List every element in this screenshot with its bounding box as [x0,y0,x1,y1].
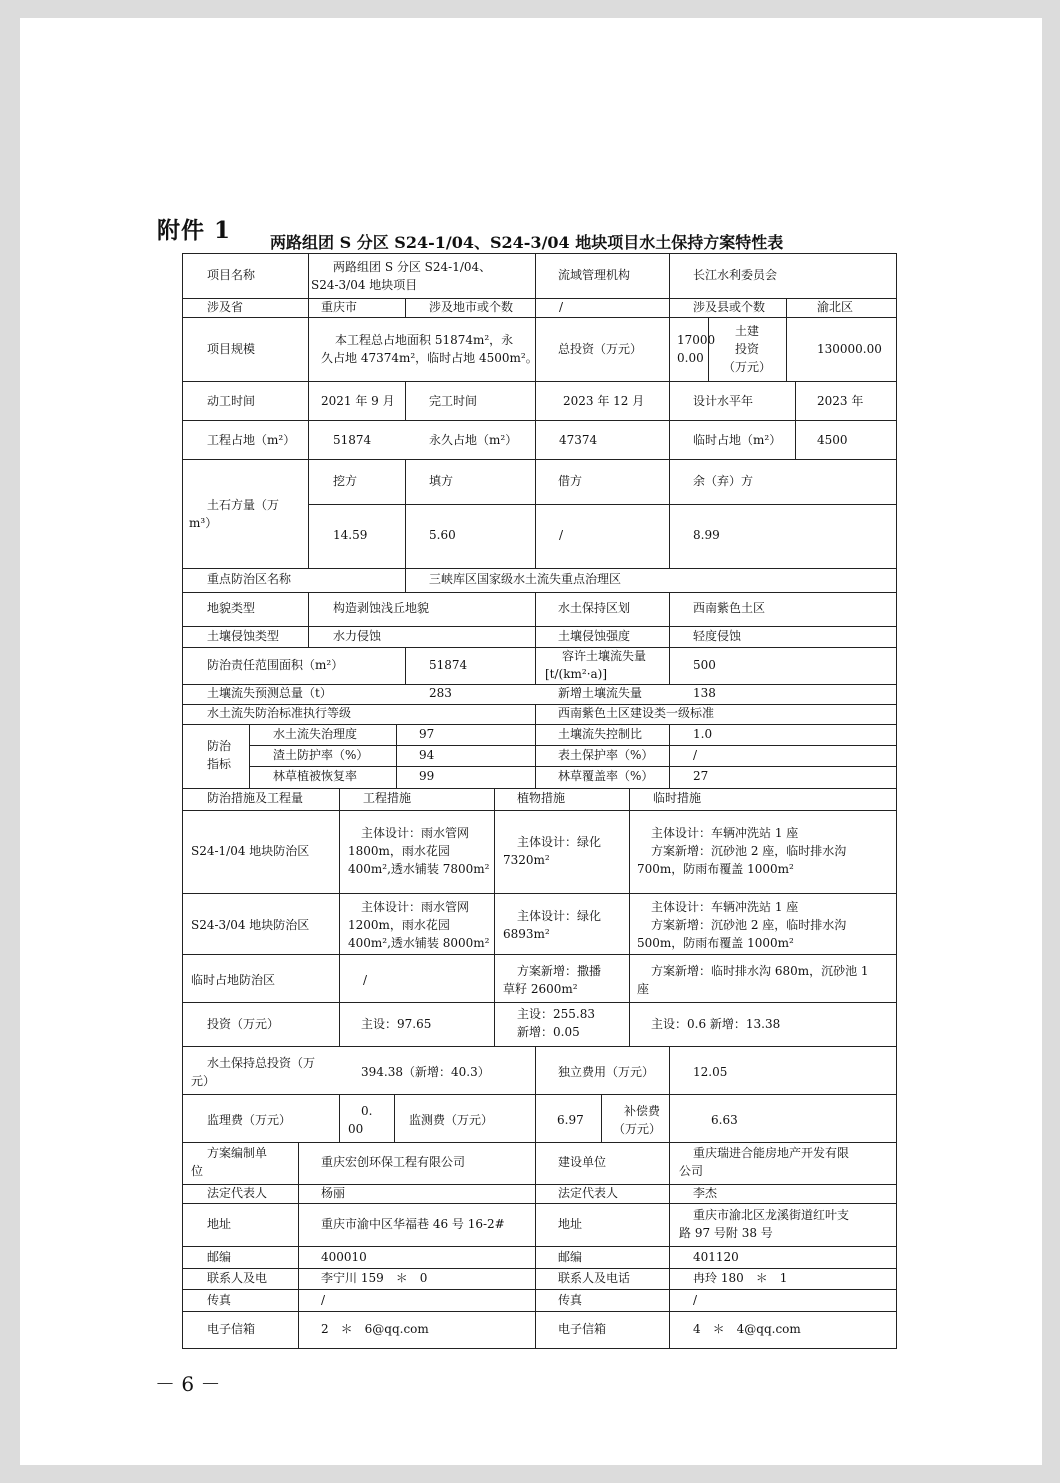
civil-invest-label-1: 土建 [735,324,760,338]
new-loss-value: 138 [693,686,716,700]
start-label: 动工时间 [207,394,256,408]
measures-invest-label: 投资（万元） [207,1017,280,1031]
email-label: 电子信箱 [558,1322,607,1336]
compensation-value: 6.63 [711,1113,738,1127]
legal-rep-label: 法定代表人 [207,1186,268,1200]
fax-right: / [693,1293,698,1307]
address-right-line2: 路 97 号附 38 号 [679,1226,773,1240]
pred-loss-value: 283 [429,686,452,700]
city-value: / [559,300,564,314]
county-value: 渝北区 [817,300,854,314]
indicator-left-label: 水土流失治理度 [273,727,358,741]
agency-value: 长江水利委员会 [693,268,778,282]
zone2-plant-line2: 6893m² [503,927,550,941]
earthwork-label-line2: m³） [189,516,218,530]
measures-header-label: 防治措施及工程量 [207,791,304,805]
scale-label: 项目规模 [207,342,256,356]
spoil-label: 余（弃）方 [693,474,754,488]
project-name-label: 项目名称 [207,268,256,282]
indicator-left-value: 99 [419,769,435,783]
cut-value: 14.59 [333,528,368,542]
erosion-intensity-label: 土壤侵蚀强度 [558,629,631,643]
invest-temporary: 主设：0.6 新增：13.38 [651,1017,781,1031]
fax-label: 传真 [558,1293,583,1307]
total-invest-line2: 0.00 [677,351,704,365]
resp-area-label: 防治责任范围面积（m²） [207,658,344,672]
indicator-right-label: 林草覆盖率（%） [558,769,654,783]
compiler-label-1: 方案编制单 [207,1146,268,1160]
project-name-line2: S24-3/04 地块项目 [311,278,418,292]
total-soil-invest: 394.38（新增：40.3） [361,1065,490,1079]
new-loss-label: 新增土壤流失量 [558,686,643,700]
indicator-right-value: 27 [693,769,709,783]
zone1-eng-line3: 400m²,透水铺装 7800m² [348,862,490,876]
fill-value: 5.60 [429,528,456,542]
plant-measures-label: 植物措施 [517,791,566,805]
province-label: 涉及省 [207,300,244,314]
indicators-label-1: 防治 [207,739,232,753]
design-year-value: 2023 年 [817,394,864,408]
design-year-label: 设计水平年 [693,394,754,408]
zone3-name: 临时占地防治区 [191,973,276,987]
total-invest-line1: 17000 [677,333,716,347]
zone1-temp-line3: 700m，防雨布覆盖 1000m² [637,862,794,876]
zone2-eng-line2: 1200m，雨水花园 [348,918,450,932]
standard-label: 水土流失防治标准执行等级 [207,706,352,720]
area-label: 工程占地（m²） [207,433,296,447]
indicator-right-label: 表土保护率（%） [558,748,654,762]
total-invest-label-2: 元） [191,1074,216,1088]
borrow-label: 借方 [558,474,583,488]
perm-area-label: 永久占地（m²） [429,433,518,447]
document-title: 两路组团 S 分区 S24-1/04、S24-3/04 地块项目水土保持方案特性表 [270,233,784,252]
allow-loss-label-1: 容许土壤流失量 [562,649,647,663]
zone1-temp-line2: 方案新增：沉砂池 2 座，临时排水沟 [651,844,847,858]
compensation-label-2: （万元） [613,1122,662,1136]
legal-rep-left: 杨丽 [321,1186,346,1200]
invest-plant-line1: 主设：255.83 [517,1007,595,1021]
key-zone-label: 重点防治区名称 [207,572,292,586]
supervision-label: 监理费（万元） [207,1113,292,1127]
zone2-temp-line1: 主体设计：车辆冲洗站 1 座 [651,900,799,914]
start-value: 2021 年 9 月 [321,394,395,408]
erosion-type-value: 水力侵蚀 [333,629,382,643]
allow-loss-label-2: [t/(km²·a)] [545,667,608,681]
indicators-label-2: 指标 [207,757,232,771]
borrow-value: / [559,528,564,542]
supervision-line2: 00 [348,1122,364,1136]
earthwork-label-line1: 土石方量（万 [207,498,280,512]
civil-invest-label-3: （万元） [723,360,772,374]
legal-rep-right: 李杰 [693,1186,718,1200]
indicator-right-value: / [693,748,698,762]
agency-label: 流域管理机构 [558,268,631,282]
indicator-right-value: 1.0 [693,727,713,741]
zip-right: 401120 [693,1250,739,1264]
temp-area-label: 临时占地（m²） [693,433,782,447]
independent-cost-value: 12.05 [693,1065,728,1079]
email-right: 4 ＊ 4@qq.com [693,1322,801,1336]
indicator-left-label: 渣土防护率（%） [273,748,369,762]
zone2-name: S24-3/04 地块防治区 [191,918,310,932]
email-left: 2 ＊ 6@qq.com [321,1322,429,1336]
civil-invest-value: 130000.00 [817,342,882,356]
allow-loss-value: 500 [693,658,716,672]
email-label: 电子信箱 [207,1322,256,1336]
temp-area-value: 4500 [817,433,848,447]
zip-left: 400010 [321,1250,367,1264]
perm-area-value: 47374 [559,433,598,447]
zone3-temp-line2: 座 [637,982,650,996]
supervision-line1: 0. [361,1104,373,1118]
finish-label: 完工时间 [429,394,478,408]
standard-value: 西南紫色土区建设类一级标准 [558,706,715,720]
finish-value: 2023 年 12 月 [563,394,645,408]
division-label: 水土保持区划 [558,601,631,615]
compensation-label-1: 补偿费 [624,1104,661,1118]
invest-engineering: 主设：97.65 [361,1017,432,1031]
zip-label: 邮编 [558,1250,583,1264]
province-value: 重庆市 [321,300,358,314]
indicator-left-value: 97 [419,727,435,741]
total-invest-label-1: 水土保持总投资（万 [207,1056,316,1070]
page-number: － 6 － [155,1372,221,1396]
address-label: 地址 [558,1217,583,1231]
zone3-plant-line1: 方案新增：撒播 [517,964,602,978]
erosion-type-label: 土壤侵蚀类型 [207,629,280,643]
contact-right-label: 联系人及电话 [558,1271,631,1285]
zone1-name: S24-1/04 地块防治区 [191,844,310,858]
indicator-left-value: 94 [419,748,435,762]
fax-label: 传真 [207,1293,232,1307]
zone3-eng: / [363,973,368,987]
zone1-eng-line2: 1800m，雨水花园 [348,844,450,858]
legal-rep-label: 法定代表人 [558,1186,619,1200]
zone1-plant-line2: 7320m² [503,853,550,867]
zone3-plant-line2: 草籽 2600m² [503,982,578,996]
zone1-plant-line1: 主体设计：绿化 [517,835,602,849]
landform-value: 构造剥蚀浅丘地貌 [333,601,430,615]
indicator-right-label: 土壤流失控制比 [558,727,643,741]
scale-line1: 本工程总占地面积 51874m²，永 [335,333,514,347]
contact-left-label: 联系人及电 [207,1271,268,1285]
project-name-line1: 两路组团 S 分区 S24-1/04、 [333,260,492,274]
total-invest-label: 总投资（万元） [558,342,643,356]
builder-line1: 重庆瑞进合能房地产开发有限 [693,1146,850,1160]
independent-cost-label: 独立费用（万元） [558,1065,655,1079]
zone2-plant-line1: 主体设计：绿化 [517,909,602,923]
division-value: 西南紫色土区 [693,601,766,615]
compiler-label-2: 位 [191,1164,204,1178]
invest-plant-line2: 新增：0.05 [517,1025,580,1039]
area-value: 51874 [333,433,372,447]
builder-label: 建设单位 [558,1155,607,1169]
characteristics-table [182,253,897,1349]
cut-label: 挖方 [333,474,358,488]
zone1-temp-line1: 主体设计：车辆冲洗站 1 座 [651,826,799,840]
engineering-measures-label: 工程措施 [363,791,412,805]
fax-left: / [321,1293,326,1307]
zone2-temp-line2: 方案新增：沉砂池 2 座，临时排水沟 [651,918,847,932]
contact-right: 冉玲 180 ＊ 1 [693,1271,788,1285]
civil-invest-label-2: 投资 [735,342,760,356]
scale-line2: 久占地 47374m²，临时占地 4500m²。 [321,351,538,365]
compiler-value: 重庆宏创环保工程有限公司 [321,1155,466,1169]
monitoring-value: 6.97 [557,1113,584,1127]
key-zone-value: 三峡库区国家级水土流失重点治理区 [429,572,622,586]
zone2-eng-line1: 主体设计：雨水管网 [361,900,470,914]
address-right-line1: 重庆市渝北区龙溪街道红叶支 [693,1208,850,1222]
address-label: 地址 [207,1217,232,1231]
county-label: 涉及县或个数 [693,300,766,314]
fill-label: 填方 [429,474,454,488]
address-left: 重庆市渝中区华福巷 46 号 16-2# [321,1217,505,1231]
erosion-intensity-value: 轻度侵蚀 [693,629,742,643]
contact-left: 李宁川 159 ＊ 0 [321,1271,428,1285]
attachment-label: 附件 1 [157,217,232,244]
zone1-eng-line1: 主体设计：雨水管网 [361,826,470,840]
indicator-left-label: 林草植被恢复率 [273,769,358,783]
zone2-temp-line3: 500m，防雨布覆盖 1000m² [637,936,794,950]
resp-area-value: 51874 [429,658,468,672]
spoil-value: 8.99 [693,528,720,542]
city-label: 涉及地市或个数 [429,300,514,314]
zone3-temp-line1: 方案新增：临时排水沟 680m，沉砂池 1 [651,964,869,978]
builder-line2: 公司 [679,1164,704,1178]
landform-label: 地貌类型 [207,601,256,615]
zone2-eng-line3: 400m²,透水铺装 8000m² [348,936,490,950]
temporary-measures-label: 临时措施 [653,791,702,805]
monitoring-label: 监测费（万元） [409,1113,494,1127]
pred-loss-label: 土壤流失预测总量（t） [207,686,332,700]
zip-label: 邮编 [207,1250,232,1264]
